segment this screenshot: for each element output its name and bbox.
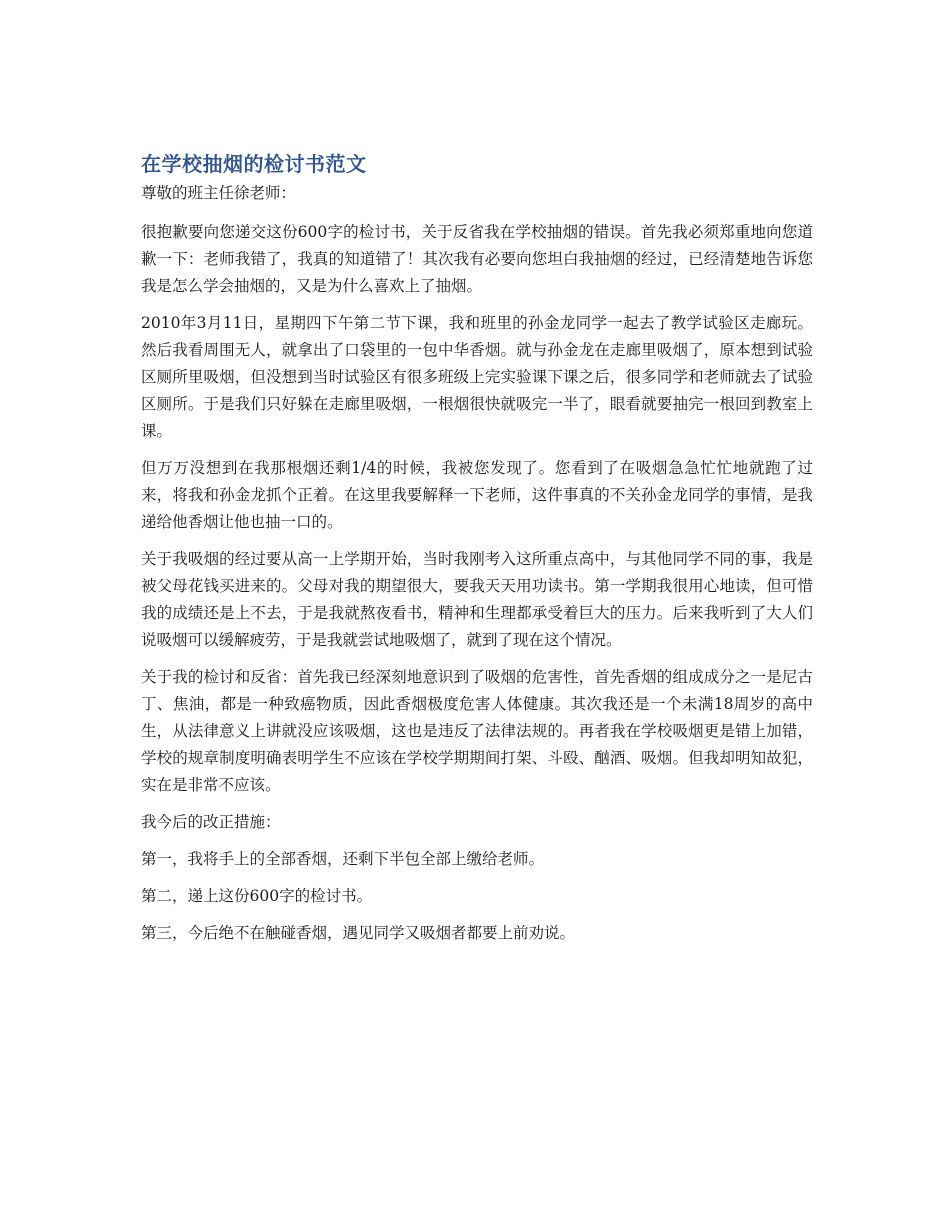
- paragraph-measure-2: 第二，递上这份600字的检讨书。: [141, 887, 373, 905]
- document-title: 在学校抽烟的检讨书范文: [141, 152, 367, 176]
- paragraph-reflection: 关于我的检讨和反省：首先我已经深刻地意识到了吸烟的危害性，首先香烟的组成成分之一是尼古丁、焦油，都是一种致癌物质，因此香烟极度危害人体健康。其次我还是一个未满18周岁的高中生，从法律意义上讲就没应该吸烟，这也是违反了法律法规的。再者我在学校吸烟更是错上加错，学校的规章制度明确表明学生不应该在学校学期期间打架、斗殴、酗酒、吸烟。但我却明知故犯，实在是非常不应该。: [141, 668, 813, 794]
- paragraph-measure-3: 第三，今后绝不在触碰香烟，遇见同学又吸烟者都要上前劝说。: [141, 924, 576, 942]
- paragraph-incident: 2010年3月11日，星期四下午第二节下课，我和班里的孙金龙同学一起去了教学试验区走廊玩。然后我看周围无人，就拿出了口袋里的一包中华香烟。就与孙金龙在走廊里吸烟了，原本想到试验区厕所里吸烟，但没想到当时试验区有很多班级上完实验课下课之后，很多同学和老师就去了试验区厕所。于是我们只好躲在走廊里吸烟，一根烟很快就吸完一半了，眼看就要抽完一根回到教室上课。: [141, 314, 813, 440]
- paragraph-measure-1: 第一，我将手上的全部香烟，还剩下半包全部上缴给老师。: [141, 850, 545, 868]
- paragraph-intro: 很抱歉要向您递交这份600字的检讨书，关于反省我在学校抽烟的错误。首先我必须郑重地向您道歉一下：老师我错了，我真的知道错了！其次我有必要向您坦白我抽烟的经过，已经清楚地告诉您我是怎么学会抽烟的，又是为什么喜欢上了抽烟。: [141, 223, 813, 295]
- salutation: 尊敬的班主任徐老师：: [141, 184, 297, 202]
- document-page: [141, 150, 813, 957]
- paragraph-measures-heading: 我今后的改正措施：: [141, 813, 281, 831]
- paragraph-discovered: 但万万没想到在我那根烟还剩1/4的时候，我被您发现了。您看到了在吸烟急急忙忙地就跑了过来，将我和孙金龙抓个正着。在这里我要解释一下老师，这件事真的不关孙金龙同学的事情，是我递给他香烟让他也抽一口的。: [141, 459, 813, 531]
- paragraph-background: 关于我吸烟的经过要从高一上学期开始，当时我刚考入这所重点高中，与其他同学不同的事，我是被父母花钱买进来的。父母对我的期望很大，要我天天用功读书。第一学期我很用心地读，但可惜我的成绩还是上不去，于是我就熬夜看书，精神和生理都承受着巨大的压力。后来我听到了大人们说吸烟可以缓解疲劳，于是我就尝试地吸烟了，就到了现在这个情况。: [141, 550, 813, 649]
